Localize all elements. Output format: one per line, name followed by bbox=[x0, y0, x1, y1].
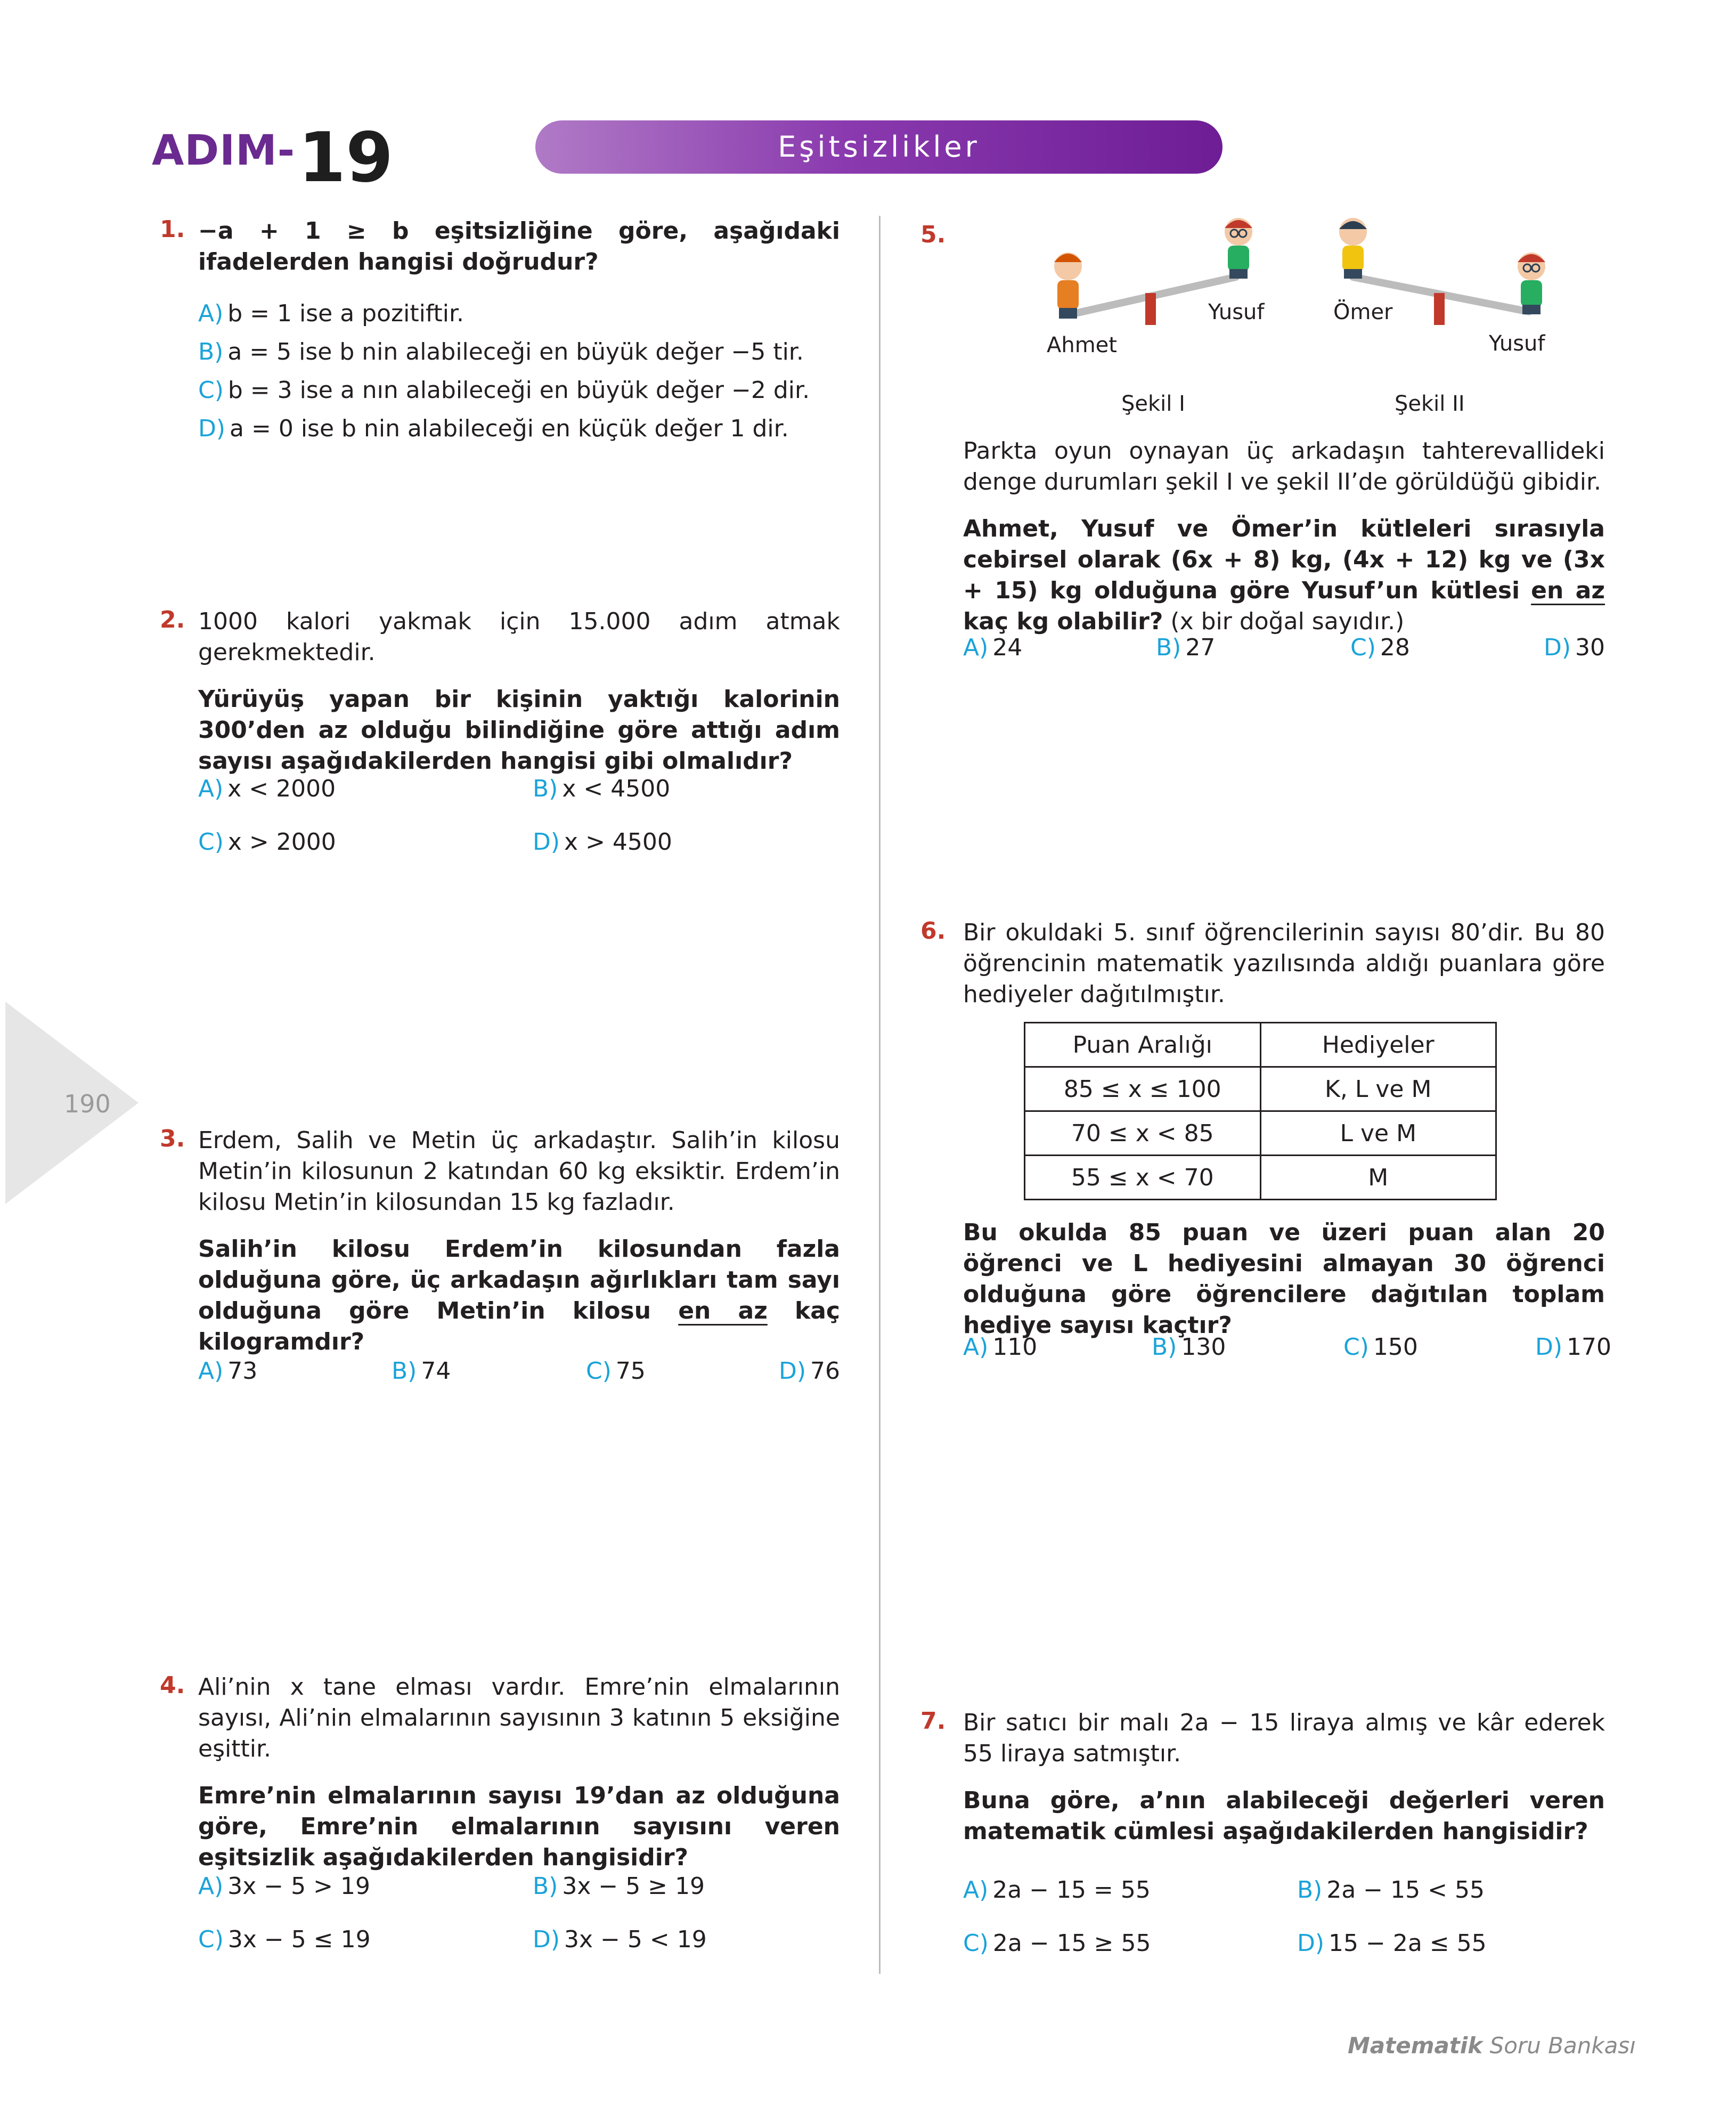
table-row bbox=[1025, 1067, 1496, 1111]
q3-stem bbox=[198, 1234, 840, 1357]
option-letter: C) bbox=[198, 1926, 224, 1953]
table-header-cell: Puan Aralığı bbox=[1025, 1023, 1261, 1067]
q4-option-c[interactable] bbox=[198, 1926, 371, 1953]
question-1 bbox=[198, 216, 840, 278]
option-text: b = 3 ise a nın alabileceği en büyük değer −2 dir. bbox=[227, 377, 810, 404]
q3-option-d[interactable] bbox=[779, 1357, 840, 1385]
q3-option-c[interactable] bbox=[586, 1357, 646, 1385]
q5-stem bbox=[963, 514, 1605, 637]
option-letter: B) bbox=[198, 338, 224, 365]
option-letter: C) bbox=[586, 1357, 612, 1385]
option-letter: D) bbox=[533, 1926, 560, 1953]
question-3 bbox=[198, 1125, 840, 1357]
q1-number: 1. bbox=[160, 216, 185, 243]
fig2-caption: Şekil II bbox=[1395, 392, 1465, 416]
option-text: x > 2000 bbox=[227, 828, 336, 856]
ahmet-kid-icon bbox=[1054, 253, 1082, 319]
topic-banner: Eşitsizlikler bbox=[535, 120, 1222, 174]
question-5 bbox=[963, 436, 1605, 637]
footer-subject: Matematik bbox=[1348, 2032, 1483, 2059]
option-letter: A) bbox=[198, 775, 224, 802]
q1-option-c[interactable] bbox=[198, 377, 810, 404]
option-letter: A) bbox=[963, 1876, 989, 1904]
table-cell: 70 ≤ x < 85 bbox=[1025, 1111, 1261, 1156]
q1-option-b[interactable] bbox=[198, 338, 804, 365]
q6-number: 6. bbox=[920, 917, 946, 945]
option-letter: B) bbox=[1156, 634, 1181, 661]
option-text: 3x − 5 > 19 bbox=[227, 1873, 370, 1900]
option-letter: D) bbox=[533, 828, 560, 856]
q2-option-d[interactable] bbox=[533, 828, 672, 856]
option-text: a = 0 ise b nin alabileceği en küçük değer 1 dir. bbox=[230, 415, 789, 442]
fig2-right-name: Yusuf bbox=[1489, 331, 1545, 356]
q5-option-c[interactable] bbox=[1350, 634, 1410, 661]
option-letter: D) bbox=[1535, 1334, 1563, 1361]
q3-option-b[interactable] bbox=[392, 1357, 451, 1385]
q2-number: 2. bbox=[160, 606, 185, 633]
q7-stem: Buna göre, a’nın alabileceği değerleri veren matematik cümlesi aşağıdakilerden hangisidir? bbox=[963, 1787, 1605, 1845]
option-letter: B) bbox=[392, 1357, 417, 1385]
q5-option-b[interactable] bbox=[1156, 634, 1215, 661]
q2-option-c[interactable] bbox=[198, 828, 336, 856]
step-number: 19 bbox=[298, 118, 394, 198]
page-number: 190 bbox=[64, 1089, 111, 1118]
q4-option-d[interactable] bbox=[533, 1926, 707, 1953]
fig1-caption: Şekil I bbox=[1121, 392, 1185, 416]
q5-option-a[interactable] bbox=[963, 634, 1022, 661]
table-cell: M bbox=[1260, 1156, 1496, 1200]
omer-kid-icon bbox=[1339, 218, 1367, 279]
option-text: 130 bbox=[1181, 1334, 1226, 1361]
option-text: 75 bbox=[615, 1357, 646, 1385]
column-divider bbox=[879, 216, 881, 1974]
option-text: x < 4500 bbox=[562, 775, 671, 802]
option-text: 27 bbox=[1185, 634, 1216, 661]
option-letter: D) bbox=[198, 415, 226, 442]
q4-option-b[interactable] bbox=[533, 1873, 705, 1900]
q5-number: 5. bbox=[920, 221, 946, 248]
option-letter: D) bbox=[1297, 1930, 1325, 1957]
yusuf-kid-icon bbox=[1518, 253, 1545, 314]
table-cell: 55 ≤ x < 70 bbox=[1025, 1156, 1261, 1200]
option-text: 170 bbox=[1567, 1334, 1612, 1361]
q5-stem-underline: en az bbox=[1531, 577, 1605, 604]
q4-stem: Emre’nin elmalarının sayısı 19’dan az olduğuna göre, Emre’nin elmalarının sayısını veren eşitsizlik aşağıdakilerden hangisidir? bbox=[198, 1782, 840, 1871]
q6-option-b[interactable] bbox=[1152, 1334, 1226, 1361]
q5-intro: Parkta oyun oynayan üç arkadaşın tahterevallideki denge durumları şekil I ve şekil II’de görüldüğü gibidir. bbox=[963, 437, 1605, 495]
adim-label: ADIM- bbox=[152, 127, 296, 175]
table-header-row bbox=[1025, 1023, 1496, 1067]
table-cell: 85 ≤ x ≤ 100 bbox=[1025, 1067, 1261, 1111]
option-letter: B) bbox=[1152, 1334, 1177, 1361]
option-letter: A) bbox=[198, 1357, 224, 1385]
question-2 bbox=[198, 606, 840, 777]
q2-option-a[interactable] bbox=[198, 775, 336, 802]
q4-intro: Ali’nin x tane elması vardır. Emre’nin elmalarının sayısı, Ali’nin elmalarının sayısının 3 katının 5 eksiğine eşittir. bbox=[198, 1673, 840, 1762]
table-row bbox=[1025, 1111, 1496, 1156]
q6-option-a[interactable] bbox=[963, 1334, 1037, 1361]
q3-intro: Erdem, Salih ve Metin üç arkadaştır. Salih’in kilosu Metin’in kilosunun 2 katından 60 kg eksiktir. Erdem’in kilosu Metin’in kilosundan 15 kg fazladır. bbox=[198, 1127, 840, 1216]
option-letter: A) bbox=[198, 300, 224, 327]
option-text: 3x − 5 ≤ 19 bbox=[227, 1926, 371, 1953]
table-header-cell: Hediyeler bbox=[1260, 1023, 1496, 1067]
q6-option-d[interactable] bbox=[1535, 1334, 1611, 1361]
fig1-right-name: Yusuf bbox=[1208, 300, 1265, 324]
fig1-left-name: Ahmet bbox=[1047, 333, 1117, 357]
fig2-left-name: Ömer bbox=[1333, 300, 1393, 324]
q3-stem-part-b: kaç kilogramdır? bbox=[198, 1297, 841, 1355]
q1-stem: −a + 1 ≥ b eşitsizliğine göre, aşağıdaki ifadelerden hangisi doğrudur? bbox=[198, 217, 840, 275]
question-7 bbox=[963, 1708, 1605, 1847]
option-letter: A) bbox=[963, 634, 989, 661]
option-letter: A) bbox=[963, 1334, 989, 1361]
q3-stem-part-a: Salih’in kilosu Erdem’in kilosundan fazla olduğuna göre, üç arkadaşın ağırlıkları tam sayı olduğuna göre Metin’in kilosu bbox=[198, 1235, 840, 1324]
option-text: 28 bbox=[1380, 634, 1410, 661]
q1-option-d[interactable] bbox=[198, 415, 789, 442]
option-letter: C) bbox=[1350, 634, 1376, 661]
q6-intro: Bir okuldaki 5. sınıf öğrencilerinin sayısı 80’dir. Bu 80 öğrencinin matematik yazılısında aldığı puanlara göre hediyeler dağıtılmıştır. bbox=[963, 919, 1605, 1008]
q1-option-a[interactable] bbox=[198, 300, 464, 327]
q5-option-d[interactable] bbox=[1544, 634, 1605, 661]
option-text: 150 bbox=[1373, 1334, 1418, 1361]
option-text: 74 bbox=[421, 1357, 451, 1385]
option-text: 30 bbox=[1575, 634, 1605, 661]
q7-option-d[interactable] bbox=[1297, 1930, 1487, 1957]
option-text: 110 bbox=[992, 1334, 1038, 1361]
q2-intro: 1000 kalori yakmak için 15.000 adım atmak gerekmektedir. bbox=[198, 608, 840, 666]
question-6 bbox=[963, 917, 1605, 1010]
question-4 bbox=[198, 1672, 840, 1873]
question-6-stem bbox=[963, 1217, 1605, 1341]
q3-option-a[interactable] bbox=[198, 1357, 257, 1385]
option-text: 2a − 15 < 55 bbox=[1326, 1876, 1485, 1904]
q3-stem-underline: en az bbox=[678, 1297, 768, 1324]
q7-number: 7. bbox=[920, 1708, 946, 1735]
option-letter: C) bbox=[198, 828, 224, 856]
option-text: 73 bbox=[227, 1357, 258, 1385]
yusuf-kid-icon bbox=[1225, 218, 1252, 279]
q2-stem: Yürüyüş yapan bir kişinin yaktığı kalorinin 300’den az olduğu bilindiğine göre attığı adım sayısı aşağıdakilerden hangisi gibi olmalıdır? bbox=[198, 686, 840, 775]
option-text: 24 bbox=[992, 634, 1023, 661]
score-gift-table bbox=[1024, 1022, 1497, 1200]
option-letter: D) bbox=[779, 1357, 806, 1385]
q5-stem-part-a: Ahmet, Yusuf ve Ömer’in kütleleri sırasıyla cebirsel olarak (6x + 8) kg, (4x + 12) kg ve (3x + 15) kg olduğuna göre Yusuf’un kütlesi bbox=[963, 515, 1605, 604]
q5-stem-note: (x bir doğal sayıdır.) bbox=[1170, 608, 1405, 635]
option-letter: B) bbox=[533, 775, 558, 802]
q2-option-b[interactable] bbox=[533, 775, 670, 802]
q3-number: 3. bbox=[160, 1125, 185, 1152]
footer-book-title bbox=[1348, 2032, 1636, 2059]
q7-option-c[interactable] bbox=[963, 1930, 1151, 1957]
q7-option-b[interactable] bbox=[1297, 1876, 1485, 1904]
option-letter: D) bbox=[1544, 634, 1571, 661]
option-text: x < 2000 bbox=[227, 775, 336, 802]
option-letter: C) bbox=[963, 1930, 989, 1957]
table-row bbox=[1025, 1156, 1496, 1200]
q7-intro: Bir satıcı bir malı 2a − 15 liraya almış ve kâr ederek 55 liraya satmıştır. bbox=[963, 1709, 1605, 1767]
option-text: b = 1 ise a pozitiftir. bbox=[227, 300, 464, 327]
option-letter: C) bbox=[1343, 1334, 1369, 1361]
option-text: 3x − 5 ≥ 19 bbox=[562, 1873, 705, 1900]
option-letter: C) bbox=[198, 377, 224, 404]
table-cell: K, L ve M bbox=[1260, 1067, 1496, 1111]
option-text: 15 − 2a ≤ 55 bbox=[1329, 1930, 1487, 1957]
option-text: 2a − 15 ≥ 55 bbox=[992, 1930, 1151, 1957]
footer-book: Soru Bankası bbox=[1489, 2032, 1636, 2059]
q4-option-a[interactable] bbox=[198, 1873, 370, 1900]
option-letter: B) bbox=[1297, 1876, 1323, 1904]
option-text: x > 4500 bbox=[564, 828, 672, 856]
q5-stem-part-b: kaç kg olabilir? bbox=[963, 608, 1163, 635]
q6-stem: Bu okulda 85 puan ve üzeri puan alan 20 öğrenci ve L hediyesini almayan 30 öğrenci olduğuna göre öğrencilere dağıtılan toplam hediye sayısı kaçtır? bbox=[963, 1219, 1605, 1339]
option-text: 2a − 15 = 55 bbox=[992, 1876, 1151, 1904]
option-text: 76 bbox=[810, 1357, 841, 1385]
q6-option-c[interactable] bbox=[1343, 1334, 1418, 1361]
table-cell: L ve M bbox=[1260, 1111, 1496, 1156]
option-letter: A) bbox=[198, 1873, 224, 1900]
option-text: a = 5 ise b nin alabileceği en büyük değer −5 tir. bbox=[227, 338, 804, 365]
option-letter: B) bbox=[533, 1873, 558, 1900]
option-text: 3x − 5 < 19 bbox=[564, 1926, 707, 1953]
q7-option-a[interactable] bbox=[963, 1876, 1151, 1904]
q4-number: 4. bbox=[160, 1672, 185, 1699]
